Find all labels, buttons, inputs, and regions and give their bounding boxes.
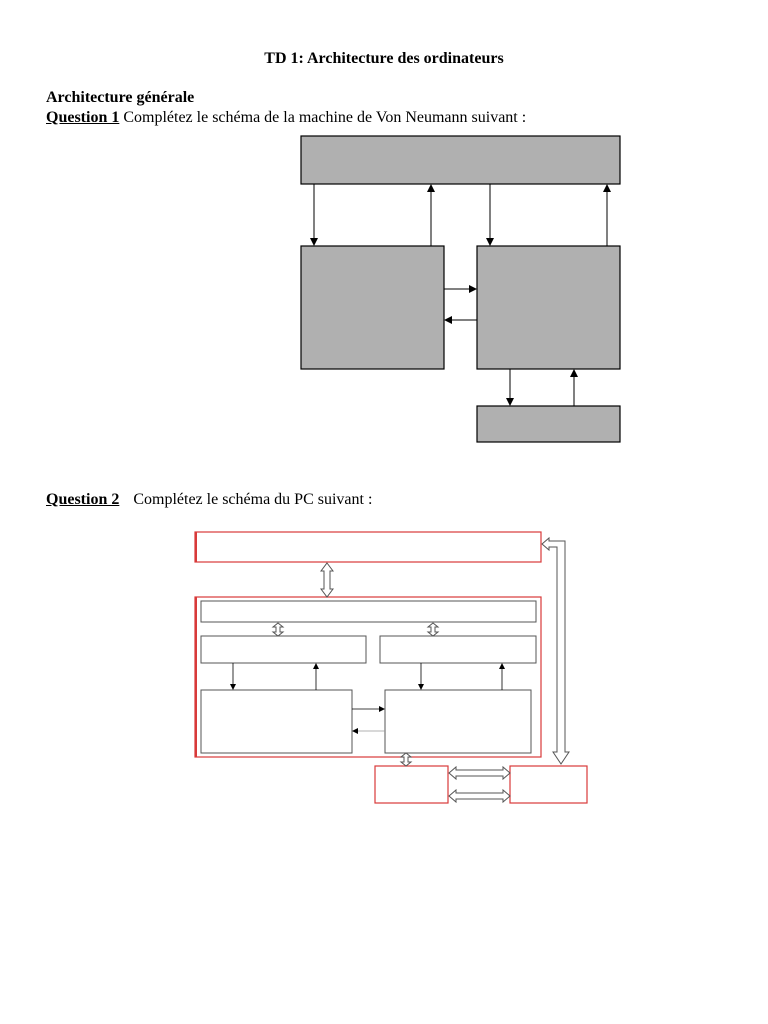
vn-bottom-box — [477, 406, 620, 442]
question-1-text: Complétez le schéma de la machine de Von Neumann suivant : — [123, 109, 527, 126]
pc-top-box — [195, 532, 541, 562]
von-neumann-diagram — [301, 136, 620, 442]
pc-bottom-right-box — [510, 766, 587, 803]
section-heading: Architecture générale — [46, 89, 195, 106]
pc-diagram — [195, 532, 587, 803]
question-1-label: Question 1 — [46, 109, 120, 126]
pc-mid-right-box — [380, 636, 536, 663]
vn-right-box — [477, 246, 620, 369]
question-2-text: Complétez le schéma du PC suivant : — [133, 491, 373, 508]
pc-arrow-top-to-bottomright — [542, 538, 569, 764]
pc-mid-left-box — [201, 636, 366, 663]
pc-arrow-bottom-link-1 — [449, 767, 510, 779]
pc-bottom-left-box — [375, 766, 448, 803]
vn-top-box — [301, 136, 620, 184]
pc-lower-left-box — [201, 690, 352, 753]
pc-arrow-bottom-link-2 — [449, 790, 510, 802]
pc-arrow-top-to-container — [321, 563, 333, 597]
question-2-label: Question 2 — [46, 491, 120, 508]
vn-left-box — [301, 246, 444, 369]
pc-lower-right-box — [385, 690, 531, 753]
pc-inner-bus — [201, 601, 536, 622]
page-title: TD 1: Architecture des ordinateurs — [264, 50, 504, 67]
